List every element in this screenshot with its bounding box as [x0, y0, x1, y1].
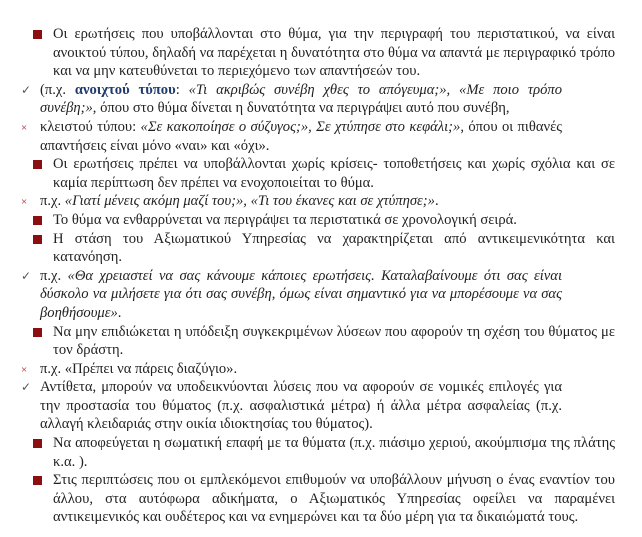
item-text: Να αποφεύγεται η σωματική επαφή με τα θύματα (π.χ. πιάσιμο χεριού, ακούμπισμα της πλάτης κ.α. ).: [53, 435, 615, 470]
item-text: Να μην επιδιώκεται η υπόδειξη συγκεκριμένων λύσεων που αφορούν τη σχέση του θύματος με τον δράστη.: [53, 323, 615, 359]
square-bullet-icon: [33, 160, 42, 169]
sub-italic: «Τι ακριβώς συνέβη χθες το απόγευμα;», «Με ποιο τρόπο συνέβη;»: [40, 81, 562, 117]
item-text: Στις περιπτώσεις που οι εμπλεκόμενοι επιθυμούν να υποβάλλουν μήνυση ο ένας εναντίον του άλλου, στα αυτόφωρα αδικήματα, ο Αξιωματικός Υπηρεσίας οφείλει να παραμένει αντικειμενικός και ουδέτερος και να ενημερώνει και τα δύο μέρη για τα δικαιώματά τους.: [53, 472, 615, 526]
sub-text: , όπου οι πιθανές απαντήσεις είναι μόνο «ναι» και «όχι».: [40, 118, 562, 154]
sub-text: :: [175, 81, 189, 98]
sub-text: , όπου στο θύμα δίνεται η δυνατότητα να περιγράψει αυτό που συνέβη,: [92, 100, 510, 117]
sub-bold: ανοιχτού τύπου: [74, 81, 176, 98]
item-text: Οι ερωτήσεις που υποβάλλονται στο θύμα, για την περιγραφή του περιστατικού, να είναι ανοικτού τύπου, δηλαδή να παρέχεται η δυνατότητα στο θύμα να απαντά με περιγραφικό τρόπο και να μην κατευθύνεται το περιεχόμενο των απαντήσεών του.: [53, 26, 615, 80]
check-icon: ✓: [21, 268, 32, 283]
list-item: [53, 230, 615, 267]
cross-icon: ×: [21, 121, 28, 134]
sub-item: [21, 192, 562, 211]
square-bullet-icon: [33, 476, 42, 485]
sub-italic: «Γιατί μένεις ακόμη μαζί του;», «Τι του έκανες και σε χτύπησε;»: [64, 193, 435, 210]
sub-item: [21, 360, 562, 379]
check-icon: ✓: [21, 82, 32, 97]
sub-italic: «Σε κακοποίησε ο σύζυγος;», Σε χτύπησε στο κεφάλι;»: [140, 118, 461, 135]
cross-icon: ×: [21, 196, 28, 209]
list-item: [53, 471, 615, 527]
item-text: Η στάση του Αξιωματικού Υπηρεσίας να χαρακτηρίζεται από αντικειμενικότητα και κατανόηση.: [53, 230, 615, 266]
cross-icon: ×: [21, 363, 28, 376]
list-item: [53, 211, 615, 230]
sub-text: π.χ. «Πρέπει να πάρεις διαζύγιο».: [40, 360, 238, 377]
item-text: Το θύμα να ενθαρρύνεται να περιγράψει τα περιστατικά σε χρονολογική σειρά.: [53, 211, 517, 228]
sub-text: π.χ.: [40, 193, 65, 210]
sub-italic: «Θα χρειαστεί να σας κάνουμε κάποιες ερωτήσεις. Καταλαβαίνουμε ότι σας είναι δύσκολο να μιλήσετε για ότι σας συνέβη, όμως είναι σημαντικό για να μπορέσουμε να σας βοηθήσουμε»: [40, 267, 563, 321]
list-item: [53, 25, 615, 81]
document-page: [0, 25, 642, 527]
sub-text: .: [434, 193, 439, 210]
square-bullet-icon: [33, 328, 42, 337]
sub-text: .: [117, 304, 122, 321]
sub-text: Αντίθετα, μπορούν να υποδεικνύονται λύσεις που να αφορούν σε νομικές επιλογές για την προστασία του θύματος (π.χ. ασφαλιστικά μέτρα) ή άλλα μέτρα ασφαλείας (π.χ. αλλαγή κλειδαριάς στην οικία ιδιοκτησίας του θύματος).: [40, 379, 562, 433]
square-bullet-icon: [33, 439, 42, 448]
square-bullet-icon: [33, 235, 42, 244]
list-item: [53, 323, 615, 360]
sub-item: [21, 81, 562, 118]
item-text: Οι ερωτήσεις πρέπει να υποβάλλονται χωρίς κρίσεις- τοποθετήσεις και χωρίς σχόλια και σε καμία περίπτωση δεν πρέπει να ενοχοποιείται το θύμα.: [53, 156, 615, 191]
sub-text: κλειστού τύπου:: [40, 118, 141, 135]
list-item: [53, 434, 615, 471]
square-bullet-icon: [33, 30, 42, 39]
list-item: [53, 155, 615, 192]
check-icon: ✓: [21, 380, 32, 395]
sub-item: [21, 378, 562, 434]
square-bullet-icon: [33, 216, 42, 225]
sub-text: (π.χ.: [40, 81, 75, 98]
sub-item: [21, 267, 563, 323]
sub-item: [21, 118, 562, 155]
sub-text: π.χ.: [40, 267, 68, 284]
